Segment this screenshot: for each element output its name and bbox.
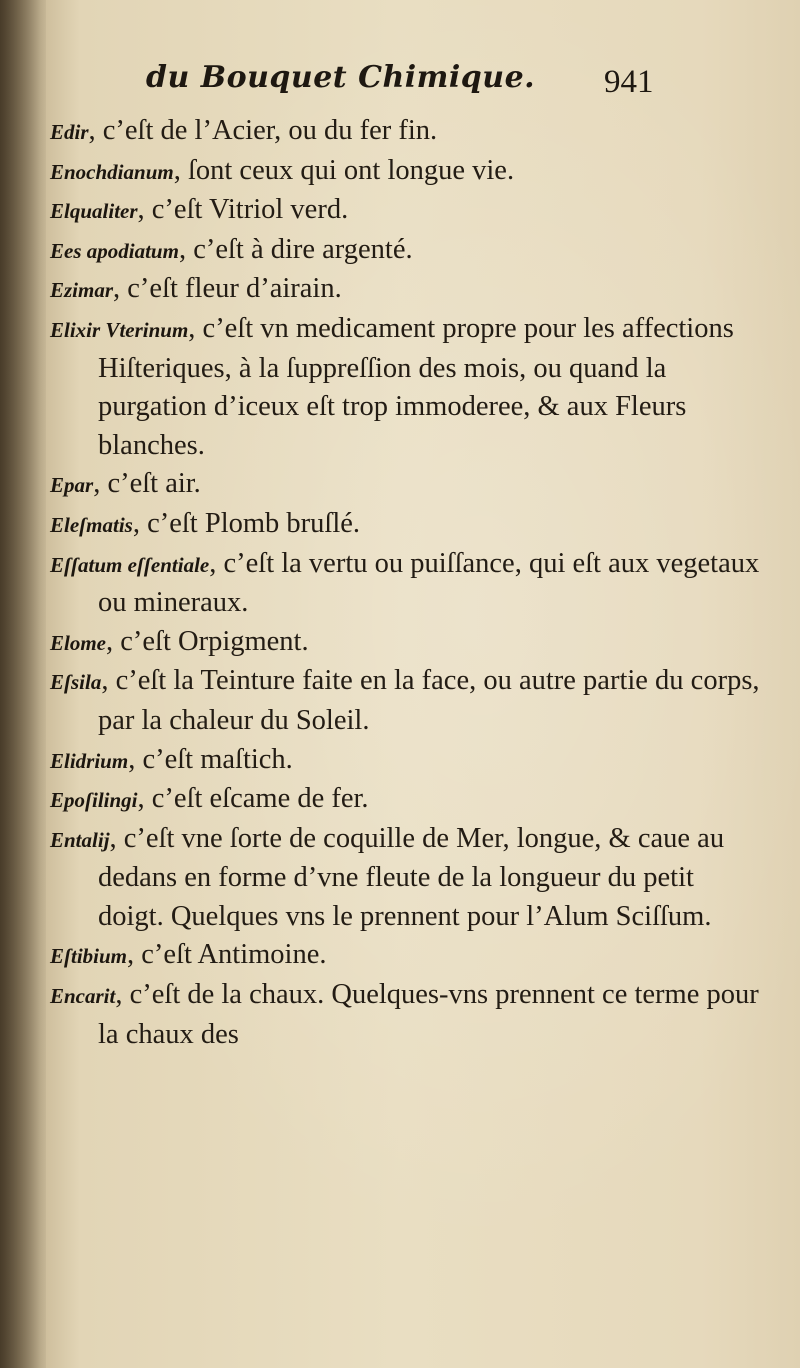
- glossary-entry: [50, 820, 760, 937]
- entry-definition: , c’eſt fleur d’airain.: [113, 273, 342, 305]
- entry-term: Ezimar: [50, 278, 114, 303]
- entry-term: Epoſilingi: [50, 788, 138, 813]
- glossary-entry: [50, 112, 760, 152]
- page-number: 941: [604, 64, 654, 100]
- entry-definition: , c’eſt vn medicament propre pour les affections Hiſteriques, à la ſuppreſſion des mois, ou quand la purgation d’iceux eſt trop immoderee, & aux Fleurs blanches.: [98, 312, 734, 461]
- glossary-entry: [50, 270, 760, 310]
- glossary-entry: [50, 623, 760, 663]
- entry-definition: , c’eſt eſcame de fer.: [137, 783, 369, 815]
- entry-term: Eſtibium: [50, 944, 128, 969]
- entry-term: Edir: [50, 120, 89, 144]
- entry-definition: , c’eſt air.: [93, 468, 201, 500]
- glossary-entry: [50, 545, 760, 623]
- entry-definition: , c’eſt Plomb bruſlé.: [132, 507, 361, 539]
- entry-definition: , c’eſt de la chaux. Quelques-vns prennent ce terme pour la chaux des: [98, 979, 759, 1050]
- entry-definition: , c’eſt maſtich.: [128, 743, 293, 775]
- entry-definition: , ſont ceux qui ont longue vie.: [173, 154, 515, 186]
- glossary-entry: [50, 310, 760, 465]
- glossary-entry: [50, 191, 760, 231]
- entry-term: Elidrium: [50, 748, 129, 773]
- entry-term: Encarit: [50, 984, 116, 1009]
- glossary-entry: [50, 976, 760, 1054]
- entry-definition: , c’eſt Orpigment.: [106, 625, 309, 657]
- glossary-entry: [50, 936, 760, 976]
- binding-gutter-shadow: [0, 0, 46, 1368]
- glossary-entries: [50, 112, 760, 1054]
- glossary-entry: [50, 662, 760, 740]
- entry-definition: , c’eſt de l’Acier, ou du fer fin.: [88, 115, 438, 146]
- entry-definition: , c’eſt la vertu ou puiſſance, qui eſt aux vegetaux ou mineraux.: [98, 547, 760, 619]
- page-header: [0, 60, 800, 110]
- entry-term: Entalij: [50, 827, 110, 852]
- entry-term: Epar: [50, 473, 94, 498]
- glossary-entry: [50, 231, 760, 271]
- entry-term: Ees apodiatum: [50, 238, 179, 263]
- entry-term: Elqualiter: [50, 199, 138, 224]
- glossary-entry: [50, 465, 760, 505]
- entry-definition: , c’eſt la Teinture faite en la face, ou autre partie du corps, par la chaleur du Soleil.: [98, 665, 760, 736]
- glossary-entry: [50, 152, 760, 192]
- entry-term: Elixir Vterinum: [50, 317, 189, 342]
- running-head: du Bouquet Chimique.: [146, 60, 536, 95]
- entry-term: Eſſatum eſſentiale: [50, 552, 210, 577]
- glossary-entry: [50, 741, 760, 781]
- entry-term: Eſsila: [50, 670, 102, 695]
- entry-definition: , c’eſt à dire argenté.: [178, 233, 413, 265]
- entry-definition: , c’eſt Vitriol verd.: [137, 194, 349, 226]
- entry-term: Eleſmatis: [50, 512, 133, 537]
- entry-term: Enochdianum: [50, 159, 174, 184]
- entry-definition: , c’eſt Antimoine.: [127, 939, 327, 971]
- glossary-entry: [50, 780, 760, 820]
- entry-definition: , c’eſt vne ſorte de coquille de Mer, longue, & caue au dedans en forme d’vne fleute de la longueur du petit doigt. Quelques vns le prennent pour l’Alum Sciſſum.: [98, 822, 725, 932]
- entry-term: Elome: [50, 630, 106, 655]
- glossary-entry: [50, 505, 760, 545]
